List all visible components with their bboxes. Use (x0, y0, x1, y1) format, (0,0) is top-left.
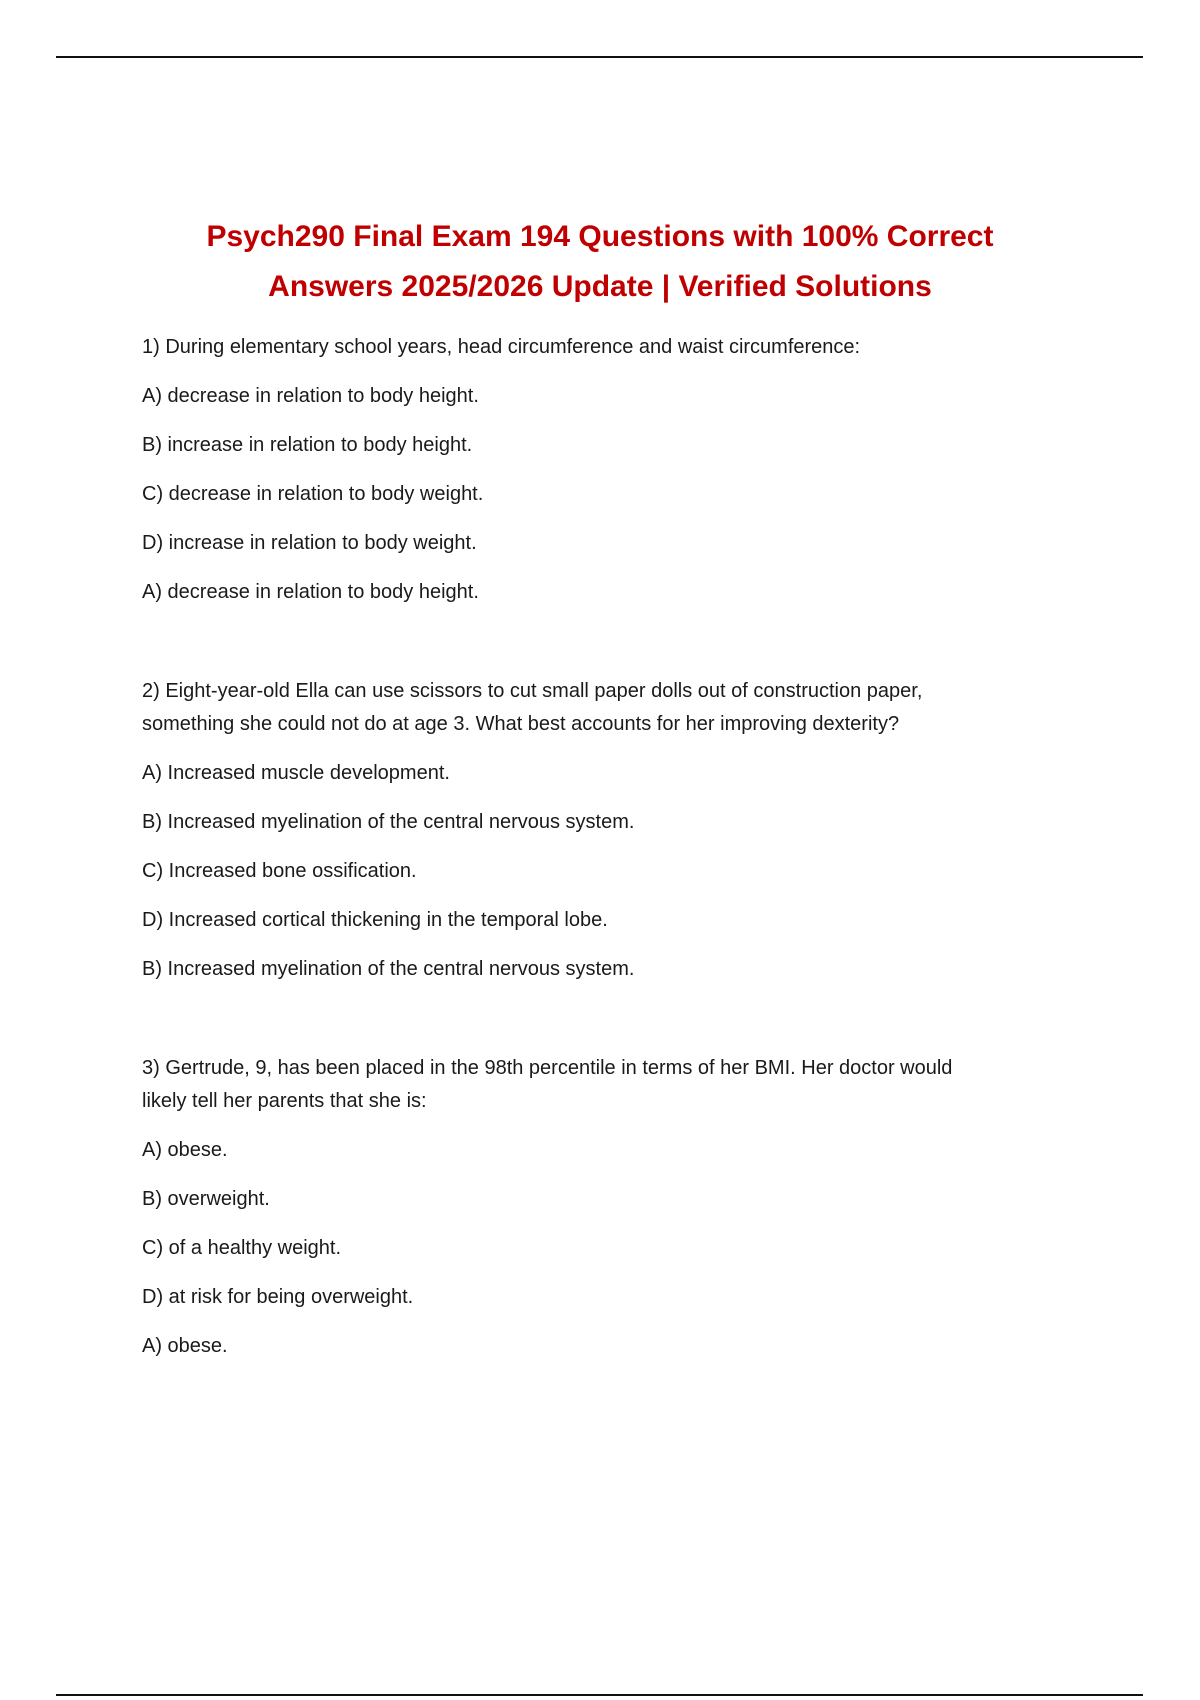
question-prompt (142, 1052, 1042, 1118)
footer-rule (56, 1694, 1143, 1696)
question-2 (142, 675, 1042, 986)
option-a: A) decrease in relation to body height. (142, 385, 479, 407)
option-c: C) Increased bone ossification. (142, 860, 417, 882)
prompt-line: 2) Eight-year-old Ella can use scissors to cut small paper dolls out of construction paper, (142, 680, 923, 702)
option-d: D) Increased cortical thickening in the temporal lobe. (142, 909, 608, 931)
document-title (100, 212, 1100, 312)
correct-answer: B) Increased myelination of the central nervous system. (142, 958, 635, 980)
option-d: D) increase in relation to body weight. (142, 532, 477, 554)
question-1 (142, 331, 1042, 609)
question-prompt (142, 675, 1042, 741)
option-b: B) overweight. (142, 1188, 270, 1210)
prompt-line: 1) During elementary school years, head circumference and waist circumference: (142, 336, 861, 358)
question-list (142, 331, 1042, 1363)
option-a: A) Increased muscle development. (142, 762, 450, 784)
correct-answer: A) obese. (142, 1335, 228, 1357)
header-rule (56, 56, 1143, 58)
prompt-line: likely tell her parents that she is: (142, 1090, 427, 1112)
question-prompt (142, 331, 1042, 364)
correct-answer: A) decrease in relation to body height. (142, 581, 479, 603)
prompt-line: 3) Gertrude, 9, has been placed in the 98th percentile in terms of her BMI. Her doctor would (142, 1057, 953, 1079)
option-b: B) Increased myelination of the central nervous system. (142, 811, 635, 833)
option-d: D) at risk for being overweight. (142, 1286, 414, 1308)
title-line: Psych290 Final Exam 194 Questions with 100% Correct (206, 220, 994, 253)
option-a: A) obese. (142, 1139, 228, 1161)
question-3 (142, 1052, 1042, 1363)
option-b: B) increase in relation to body height. (142, 434, 473, 456)
option-c: C) decrease in relation to body weight. (142, 483, 484, 505)
prompt-line: something she could not do at age 3. What best accounts for her improving dexterity? (142, 713, 900, 735)
title-line: Answers 2025/2026 Update | Verified Solutions (268, 270, 932, 303)
option-c: C) of a healthy weight. (142, 1237, 341, 1259)
